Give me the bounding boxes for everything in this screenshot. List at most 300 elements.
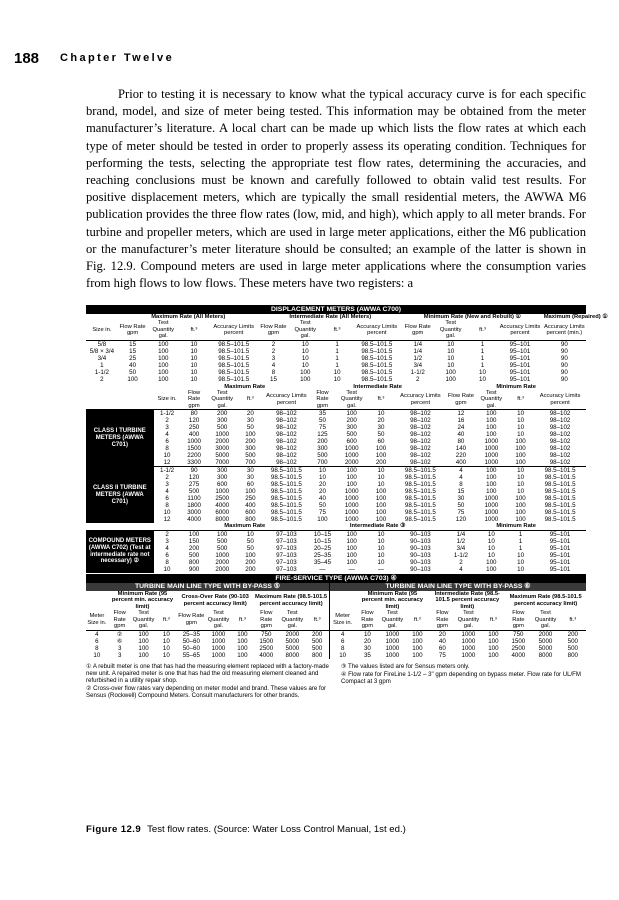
class2-cell: 3 (165, 481, 169, 489)
fs-col-header: Meter Size in. (87, 613, 107, 626)
class1-cell: 12 (457, 410, 465, 418)
class2-cell: 100 (486, 488, 497, 496)
fs-row (86, 652, 586, 659)
class2-cell: 30 (246, 467, 254, 475)
pd-cell: 98.5–101.5 (218, 375, 250, 383)
mid-col-header: Accuracy Limits percent (266, 393, 307, 406)
fs-left-cell: 100 (138, 637, 149, 645)
pd-cell: 100 (300, 368, 311, 376)
pd-cell: 10 (479, 368, 486, 376)
pd-cell: 1 (335, 361, 339, 369)
pd-cell: 10 (190, 347, 198, 355)
class2-cell: 800 (245, 516, 256, 524)
fs-left-cell: 50–60 (182, 637, 200, 645)
class1-cell: 300 (317, 445, 328, 453)
pd-col-header: ft.³ (479, 326, 486, 333)
compound-cell: 10 (377, 544, 385, 552)
fs-right-g3: Maximum Rate (98.5-101.5 percent accuracy limit) (509, 594, 582, 607)
fs-left-cell: 10 (93, 651, 101, 659)
class1-cell: 98–102 (410, 438, 431, 446)
fs-left-cell: 1500 (259, 637, 274, 645)
class2-cell: 100 (486, 481, 497, 489)
compound-cell: 1/2 (456, 537, 466, 545)
mid-group-min: Minimum Rate (496, 383, 536, 390)
compound-cell: 1/4 (456, 530, 466, 538)
class2-cell: 20 (319, 481, 326, 489)
class1-cell: 10 (517, 431, 525, 439)
compound-cell: 200 (245, 558, 256, 566)
class1-row (86, 417, 586, 424)
compound-cell: 100 (217, 530, 228, 538)
class2-cell: 4000 (187, 516, 201, 524)
pd-cell: 100 (158, 354, 169, 362)
fs-right-cell: 200 (567, 630, 578, 638)
class2-cell: 98.5–101.5 (404, 502, 436, 510)
class1-cell: 98–102 (549, 452, 571, 460)
fs-left-g1: Minimum Rate (95 percent min. accuracy limit) (111, 591, 174, 610)
pd-cell: 15 (270, 375, 277, 383)
fs-left-cell: 100 (237, 630, 248, 638)
class1-cell: 98–102 (276, 431, 297, 439)
compound-cell: 1 (518, 537, 523, 545)
figure-note: ① A rebuilt meter is one that has had the measuring element replaced with a factory-made new unit. A repaired meter is one that has had the old measuring element cleaned and refurbished in a utility repair shop. (86, 662, 329, 684)
class1-cell: 98–102 (276, 417, 297, 425)
compound-cell: 20–25 (313, 544, 332, 552)
class1-cell: 3300 (187, 459, 201, 467)
class1-cell: 80 (457, 438, 465, 446)
class1-cell: 500 (317, 452, 328, 460)
pd-cell: 10 (447, 340, 455, 348)
class1-cell: 100 (245, 431, 256, 439)
pd-col-header: Test Quantity gal. (439, 320, 462, 340)
fs-left-cell: 6 (95, 637, 99, 645)
compound-cell: 97–103 (276, 565, 297, 573)
class2-cell: 100 (375, 509, 387, 517)
class1-cell: 100 (375, 445, 387, 453)
class1-cell: 100 (486, 424, 497, 432)
class1-cell: 24 (457, 424, 465, 432)
compound-cell: 10–15 (313, 530, 332, 538)
pd-table (86, 314, 608, 383)
class1-cell: 1000 (344, 445, 359, 453)
class2-cell: 98.5–101.5 (404, 488, 436, 496)
compound-cell: 10 (487, 551, 495, 559)
class2-cell: 300 (217, 474, 228, 482)
fs-right-cell: 1000 (385, 637, 400, 645)
class2-cell: 100 (317, 516, 328, 524)
fs-right-cell: 40 (438, 637, 446, 645)
class2-cell: 300 (217, 467, 228, 475)
fs-left-cell: 750 (261, 630, 272, 638)
pd-cell: 98.5–101.5 (218, 368, 250, 376)
figure-note: ④ Flow rate for FireLine 1-1/2 – 3" gpm depending on bypass meter. Flow rate for UL/FM Compact at 3 gpm (341, 670, 581, 685)
class1-cell: 30 (246, 417, 254, 425)
pd-col-header: Flow Rate gpm (119, 323, 146, 337)
fs-right-title: TURBINE MAIN LINE TYPE WITH BY-PASS ⑥ (329, 583, 586, 591)
class1-cell: 2200 (187, 452, 201, 460)
class2-cell: 1000 (484, 509, 499, 517)
fs-left-cell: 4 (95, 630, 99, 638)
fs-col-header: ft.³ (489, 616, 497, 623)
pd-cell: 10 (190, 375, 198, 383)
compound-cell: 3 (165, 537, 169, 545)
pd-cell: 100 (158, 340, 169, 348)
class2-cell: 10 (163, 509, 171, 517)
pd-cell: 2 (271, 340, 276, 348)
compound-cell: 95–101 (549, 551, 571, 559)
pd-cell: 90 (560, 375, 568, 383)
pd-cell: 100 (158, 375, 169, 383)
fs-col-header: Test Quantity gal. (207, 610, 230, 630)
pd-cell: 100 (127, 375, 138, 383)
pd-cell: 10 (301, 340, 309, 348)
fs-left-cell: 100 (138, 630, 149, 638)
compound-cell: — (348, 565, 355, 573)
pd-cell: 10 (479, 375, 486, 383)
pd-cell: 98.5–101.5 (218, 347, 250, 355)
figure-notes (86, 663, 586, 701)
compound-cell: 900 (188, 565, 200, 573)
pd-col-header: Accuracy Limits percent (356, 323, 398, 337)
fs-right-cell: 750 (513, 630, 524, 638)
class1-cell: 50 (246, 424, 254, 432)
compound-row (86, 545, 586, 552)
mid-group-int: Intermediate Rate (353, 383, 402, 390)
fs-left-cell: 800 (311, 651, 323, 659)
fs-col-header: Flow Rate gpm (260, 610, 273, 630)
fs-col-header: ft.³ (162, 616, 170, 623)
fs-col-header: Test Quantity gal. (534, 610, 557, 630)
class1-cell: 100 (375, 452, 387, 460)
compound-row (86, 530, 586, 538)
class1-cell: 200 (217, 410, 228, 418)
class2-cell: 100 (375, 488, 387, 496)
class2-cell: 10 (517, 488, 525, 496)
fs-col-header: Flow Rate gpm (361, 610, 374, 630)
class2-cell: 98.5–101.5 (270, 474, 302, 482)
pd-cell: 10 (190, 368, 198, 376)
compound-cell: 4 (459, 565, 463, 573)
mid-col-header: Size in. (157, 396, 177, 403)
compound-cell: 2000 (215, 558, 230, 566)
fs-col-header: Test Quantity gal. (281, 610, 304, 630)
pd-cell: 2 (416, 375, 420, 383)
fs-left-cell: 1000 (211, 644, 226, 652)
fs-right-cell: 1500 (511, 637, 526, 645)
class2-row (86, 481, 586, 488)
class2-cell: 40 (319, 495, 326, 503)
pd-cell: 1 (335, 354, 339, 362)
fs-left-cell: 8 (95, 644, 99, 652)
class1-cell: 98–102 (410, 424, 431, 432)
class2-cell: 100 (346, 474, 357, 482)
class1-cell: 500 (245, 452, 256, 460)
compound-cell: 95–101 (549, 537, 571, 545)
pd-cell: 90 (560, 340, 568, 348)
class1-cell: 1-1/2 (160, 410, 175, 418)
pd-row (86, 369, 586, 376)
class2-cell: 120 (455, 516, 467, 524)
pd-cell: 1 (335, 340, 339, 348)
fs-left-cell: 100 (237, 651, 248, 659)
compound-cell: 100 (346, 558, 357, 566)
compound-cell: 1 (518, 530, 523, 538)
class2-cell: 10 (517, 481, 525, 489)
class1-cell: 10 (517, 417, 525, 425)
pd-row (86, 348, 586, 355)
pd-cell: 40 (129, 361, 137, 369)
mid-col-header: Accuracy Limits percent (400, 393, 441, 406)
fs-right-cell: 4000 (511, 651, 526, 659)
compound-cell: 10–15 (313, 537, 332, 545)
compound-cell: 95–101 (549, 565, 571, 573)
fs-left-cell: 2000 (285, 630, 300, 638)
fs-title: FIRE-SERVICE TYPE (AWWA C703) ④ (86, 574, 586, 583)
class2-cell: 98.5–101.5 (404, 467, 436, 475)
fs-left-cell: 10 (162, 644, 170, 652)
class1-cell: 16 (457, 417, 465, 425)
pd-cell: 1 (100, 361, 104, 369)
figure-note: ② Cross-over flow rates vary depending on meter model and brand. These values are for Sensus (Rockwell) Compound Meters. Consult manufacturers for other brands. (86, 685, 327, 700)
class2-cell: 98.5–101.5 (270, 509, 302, 517)
class2-cell: 60 (246, 481, 254, 489)
pd-cell: 98.5–101.5 (361, 354, 393, 362)
compound-cell: 97–103 (276, 544, 297, 552)
class2-cell: 6000 (215, 509, 230, 517)
class1-cell: 98–102 (410, 445, 431, 453)
class2-cell: 50 (319, 502, 326, 510)
compound-cell: 10 (517, 558, 525, 566)
class1-cell: 6 (165, 438, 169, 446)
class1-cell: 3 (165, 424, 169, 432)
pd-cell: 98.5–101.5 (361, 340, 393, 348)
class2-cell: 1000 (344, 516, 359, 524)
pd-row (86, 340, 586, 348)
class2-cell: 100 (375, 516, 387, 524)
class2-cell: 90 (190, 467, 198, 475)
class1-cell: 1000 (187, 438, 201, 446)
pd-cell: 95–101 (509, 347, 531, 355)
fs-col-header: ft.³ (569, 616, 577, 623)
fs-right-cell: 30 (363, 644, 371, 652)
compound-cell: 100 (346, 544, 357, 552)
compound-cell: 50 (246, 537, 254, 545)
compound-cell: 90–103 (410, 565, 431, 573)
fs-right-g2: Intermediate Rate (98.5-101.5 percent accuracy limit) (434, 591, 500, 610)
class2-row (86, 495, 586, 502)
body-paragraph: Prior to testing it is necessary to know what the typical accuracy curve is for each specific brand, model, and size of meter being tested. This information may be obtained from the meter manufacturer’s literature. A local chart can be made up which lists the flow rates at which each type of meter should be tested in order to properly assess its operating condition. Techniques for performing the tests, selecting the appropriate test flow rates, determining the accuracies, and reaching conclusions must be known and carefully followed to obtain valid test results. For positive displacement meters, which are typically the small residential meters, the AWWA M6 publication provides the three flow rates (low, mid, and high), which apply to all meter brands. For turbine and propeller meters, which are used in large meter applications, either the M6 publication or the manufacturer’s meter literature should be consulted; an example of the latter is shown in Fig. 12.9. Compound meters are used in large meter applications where the consumption varies from high flows to low flows. These meters have two registers: a (86, 87, 586, 291)
class2-cell: 1800 (187, 502, 201, 510)
fs-right-cell: 4 (329, 630, 355, 638)
compound-cell: 95–101 (549, 558, 571, 566)
pd-cell: 1 (480, 347, 485, 355)
fs-col-header: ft.³ (238, 616, 246, 623)
class2-cell: 100 (346, 481, 357, 489)
fs-right-cell: 1000 (385, 651, 400, 659)
class2-cell: 1000 (484, 516, 499, 524)
class1-cell: 125 (317, 431, 328, 439)
pd-cell: 3/4 (413, 361, 423, 369)
fs-left-cell: 5000 (285, 644, 300, 652)
pd-group-max: Maximum Rate (All Meters) (151, 314, 226, 320)
class2-cell: 4 (165, 488, 169, 496)
pd-cell: 95–101 (509, 361, 531, 369)
compound-cell: 10 (163, 565, 171, 573)
class1-cell: 3000 (215, 445, 230, 453)
pd-cell: 98.5–101.5 (361, 347, 393, 355)
class2-label: CLASS II TURBINE METERS (AWWA C701) (86, 467, 154, 524)
chapter-title: Chapter Twelve (60, 52, 175, 64)
class1-cell: 98–102 (549, 424, 571, 432)
pd-cell: 1 (480, 354, 485, 362)
class1-cell: 100 (515, 452, 526, 460)
class1-cell: 98–102 (410, 417, 431, 425)
compound-cell: 35–45 (313, 558, 332, 566)
class1-cell: 98–102 (549, 438, 571, 446)
mid-col-header: ft.³ (517, 396, 524, 403)
mid-col-header: Test Quantity gal. (480, 390, 503, 409)
pd-cell: 1-1/2 (410, 368, 425, 376)
class1-cell: 35 (319, 410, 326, 418)
fs-col-header: ft.³ (313, 616, 321, 623)
class1-cell: 98–102 (549, 459, 571, 467)
class1-cell: 300 (346, 424, 357, 432)
pd-cell: 10 (447, 347, 455, 355)
class2-cell: 1-1/2 (160, 467, 175, 475)
fs-table (86, 583, 586, 659)
compound-cell: 6 (165, 551, 169, 559)
compound-cell: 100 (188, 530, 200, 538)
class1-cell: 30 (377, 424, 385, 432)
class2-cell: 8 (459, 481, 463, 489)
compound-cell: 10 (377, 537, 385, 545)
compound-row (86, 559, 586, 566)
pd-col-header: Accuracy Limits percent (min.) (544, 323, 585, 337)
compound-cell: 10 (377, 551, 385, 559)
pd-cell: 8 (271, 368, 276, 376)
class2-cell: 98.5–101.5 (544, 509, 576, 517)
fs-left-cell: 500 (311, 644, 323, 652)
fs-left-cell: 1000 (211, 637, 226, 645)
class1-cell: 200 (346, 417, 357, 425)
pd-cell: 98.5–101.5 (361, 368, 393, 376)
page-number: 188 (14, 50, 40, 67)
class1-cell: 100 (486, 417, 497, 425)
pd-group-int: Intermediate Rate (All Meters) (289, 314, 372, 320)
class2-cell: 3000 (187, 509, 201, 517)
fs-row (86, 630, 586, 638)
class1-cell: 250 (188, 424, 200, 432)
class1-cell: 120 (188, 417, 200, 425)
class1-label: CLASS I TURBINE METERS (AWWA C701) (86, 410, 154, 467)
class1-cell: 4 (165, 431, 169, 439)
pd-col-header: Test Quantity gal. (152, 320, 175, 340)
class1-cell: 98–102 (276, 438, 297, 446)
class2-cell: 10 (319, 474, 326, 482)
pd-cell: 95–101 (509, 340, 531, 348)
compound-cell: 10 (487, 537, 495, 545)
class2-cell: 98.5–101.5 (544, 488, 576, 496)
pd-cell: 90 (560, 368, 568, 376)
class1-cell: 7000 (215, 459, 230, 467)
pd-col-header: Accuracy Limits percent (499, 323, 541, 337)
pd-cell: 10 (333, 375, 341, 383)
fs-right-cell: 1000 (461, 651, 476, 659)
compound-cell: 150 (188, 537, 200, 545)
class2-cell: 100 (515, 516, 526, 524)
class1-cell: 20 (246, 410, 254, 418)
compound-cell: 200 (188, 544, 200, 552)
pd-cell: 10 (301, 347, 309, 355)
class2-cell: 98.5–101.5 (270, 467, 302, 475)
class2-cell: 20 (319, 488, 326, 496)
class2-cell: 1000 (215, 488, 230, 496)
fs-left-g2: Cross-Over Rate (90-103 percent accuracy limit) (181, 594, 249, 607)
pd-cell: 10 (301, 361, 309, 369)
fs-col-header: Flow Rate gpm (512, 610, 525, 630)
class2-cell: 100 (515, 502, 526, 510)
pd-col-header: Flow Rate gpm (260, 323, 287, 337)
fs-left-cell: 10 (162, 651, 170, 659)
compound-cell: 4 (165, 544, 169, 552)
compound-cell: 100 (486, 565, 497, 573)
pd-cell: 1 (480, 361, 485, 369)
pd-title: DISPLACEMENT METERS (AWWA C700) (86, 305, 586, 314)
class1-cell: 10 (377, 410, 385, 418)
pd-cell: 10 (190, 354, 198, 362)
class2-cell: 10 (319, 467, 326, 475)
fs-right-cell: 100 (488, 644, 499, 652)
comp-group-min: Minimum Rate (446, 523, 586, 530)
class1-cell: 98–102 (549, 445, 571, 453)
class2-cell: 50 (457, 502, 465, 510)
class1-cell: 400 (188, 431, 200, 439)
pd-col-header: Size in. (92, 326, 112, 333)
class1-cell: 500 (346, 431, 357, 439)
fs-right-cell: 1000 (461, 637, 476, 645)
class1-cell: 98–102 (410, 410, 431, 418)
class2-cell: 500 (188, 488, 200, 496)
mid-col-header: Flow Rate gpm (447, 393, 474, 406)
fs-col-header: Flow Rate gpm (178, 613, 205, 626)
class1-cell: 220 (455, 452, 467, 460)
compound-cell: 2000 (215, 565, 230, 573)
pd-cell: 98.5–101.5 (218, 361, 250, 369)
pd-col-header: ft.³ (333, 326, 341, 333)
class2-cell: 98.5–101.5 (544, 481, 576, 489)
pd-cell: 100 (445, 368, 456, 376)
class2-cell: 8000 (215, 516, 230, 524)
class2-cell: 4 (459, 474, 463, 482)
class1-cell: 1000 (344, 452, 359, 460)
pd-cell: 98.5–101.5 (361, 375, 393, 383)
class2-cell: 98.5–101.5 (270, 502, 302, 510)
fs-col-header: Test Quantity gal. (132, 610, 155, 630)
class2-cell: 100 (245, 488, 256, 496)
compound-cell: 90–103 (410, 558, 431, 566)
pd-cell: 1-1/2 (94, 368, 109, 376)
fs-left-cell: 1000 (211, 651, 226, 659)
compound-cell: 95–101 (549, 530, 571, 538)
compound-cell: 1 (518, 544, 523, 552)
compound-cell: — (319, 565, 326, 573)
fs-left-cell: 100 (237, 637, 248, 645)
class1-cell: 100 (486, 431, 497, 439)
class2-cell: 98.5–101.5 (404, 516, 436, 524)
fs-right-cell: 6 (329, 638, 355, 645)
class2-cell: 98.5–101.5 (544, 516, 576, 524)
class1-row (86, 424, 586, 431)
